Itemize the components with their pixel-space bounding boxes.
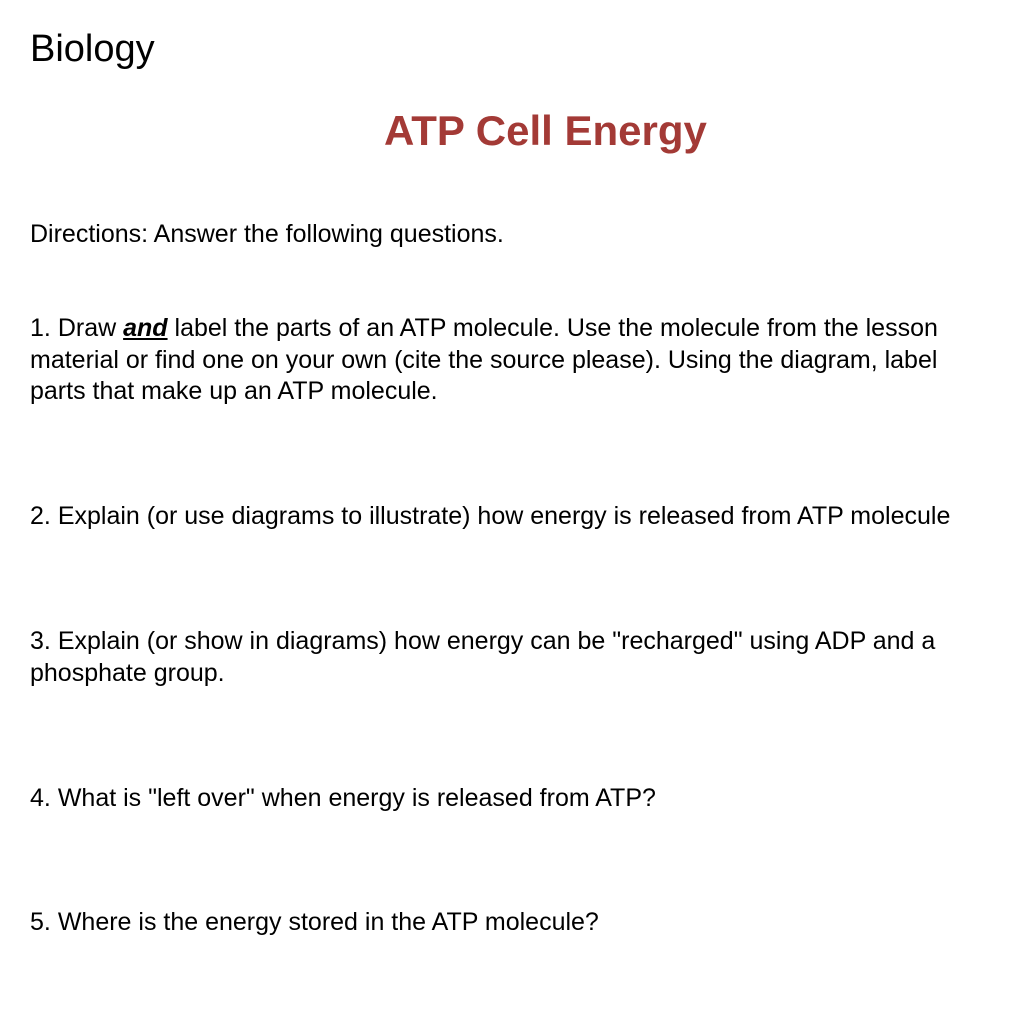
page-title: ATP Cell Energy <box>384 107 707 154</box>
question-5 <box>30 907 599 939</box>
question-number: 1. <box>30 314 51 342</box>
question-text: Draw <box>57 314 124 342</box>
question-3-line-1 <box>30 626 935 658</box>
question-text: label the parts of an ATP molecule. Use the molecule from the lesson <box>167 314 938 342</box>
subject-heading: Biology <box>30 28 155 70</box>
question-text: Explain (or use diagrams to illustrate) how energy is released from ATP molecule <box>57 502 951 530</box>
question-3 <box>30 626 935 689</box>
question-text: What is "left over" when energy is released from ATP? <box>57 784 656 812</box>
question-4 <box>30 783 656 815</box>
question-number: 5. <box>30 908 51 936</box>
question-text: Explain (or show in diagrams) how energy can be "recharged" using ADP and a <box>57 627 936 655</box>
question-1-line-3: parts that make up an ATP molecule. <box>30 377 438 405</box>
question-3-line-2: phosphate group. <box>30 658 225 687</box>
question-number: 3. <box>30 627 51 655</box>
question-5-line-1 <box>30 907 599 939</box>
question-1-line-2: material or find one on your own (cite the source please). Using the diagram, label <box>30 345 938 374</box>
question-number: 2. <box>30 502 51 530</box>
question-4-line-1 <box>30 783 656 815</box>
question-2 <box>30 501 950 533</box>
question-1-line-1 <box>30 313 938 345</box>
question-2-line-1 <box>30 501 950 533</box>
question-1 <box>30 313 938 408</box>
question-text: Where is the energy stored in the ATP molecule? <box>57 908 599 936</box>
question-number: 4. <box>30 784 51 812</box>
directions-text: Directions: Answer the following questions. <box>30 220 504 248</box>
emphasized-word: and <box>123 314 168 342</box>
